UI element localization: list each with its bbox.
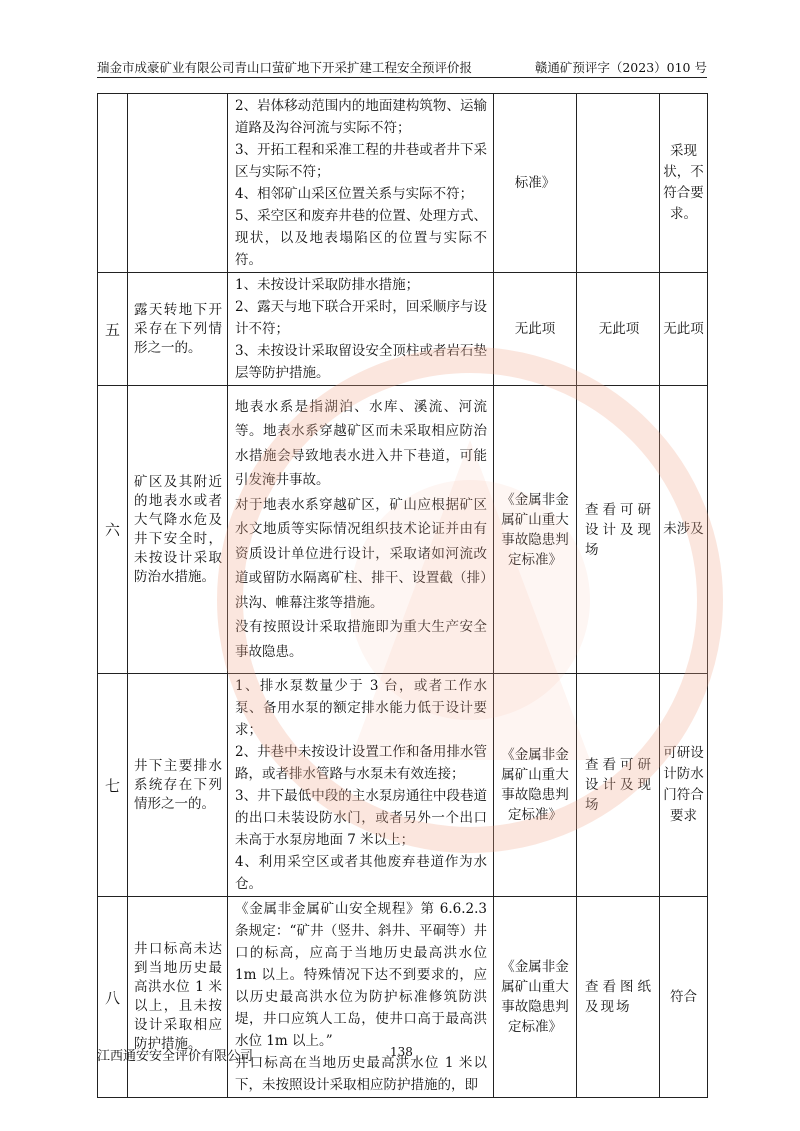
row-basis: 《金属非金属矿山重大事故隐患判定标准》 — [494, 674, 577, 897]
content-line: 4、利用采空区或者其他废弃巷道作为水仓。 — [235, 854, 487, 892]
content-line: 对于地表水系穿越矿区，矿山应根据矿区水文地质等实际情况组织技术论证并由有资质设计单位进行设计，采取诸如河流改道或留防水隔离矿柱、排干、设置截（排）洪沟、帷幕注浆等措施。 — [235, 496, 487, 611]
content-line: 地表水系是指湖泊、水库、溪流、河流等。地表水系穿越矿区而未采取相应防治水措施会导致地表水进入井下巷道，可能引发淹井事故。 — [235, 398, 487, 489]
row-result: 符合 — [660, 897, 708, 1098]
content-line: 没有按照设计采取措施即为重大生产安全事故隐患。 — [235, 619, 487, 660]
row-method: 无此项 — [577, 273, 660, 386]
row-number: 五 — [98, 273, 128, 386]
content-line: 3、开拓工程和采准工程的井巷或者井下采区与实际不符； — [235, 142, 487, 180]
content-line: 2、井巷中未按设计设置工作和备用排水管路，或者排水管路与水泵未有效连接； — [235, 744, 487, 782]
row-number — [98, 94, 128, 273]
table-row — [98, 94, 708, 273]
content-line: 5、采空区和废弃井巷的位置、处理方式、现状，以及地表塌陷区的位置与实际不符。 — [235, 208, 487, 268]
header-report-number: 赣通矿预评字（2023）010 号 — [534, 60, 707, 75]
table-row — [98, 897, 708, 1098]
row-result: 采现状，不符合要求。 — [660, 94, 708, 273]
row-content — [228, 273, 494, 386]
table-row — [98, 386, 708, 674]
content-line: 4、相邻矿山采区位置关系与实际不符； — [235, 186, 474, 202]
row-result: 可研设计防水门符合要求 — [660, 674, 708, 897]
row-content — [228, 386, 494, 674]
footer-company: 江西通安安全评价有限公司 — [97, 1049, 254, 1064]
row-item: 井下主要排水系统存在下列情形之一的。 — [128, 674, 228, 897]
content-line: 1、未按设计采取防排水措施； — [235, 277, 420, 293]
footer-page-number: 138 — [390, 1045, 413, 1059]
content-line: 3、井下最低中段的主水泵房通往中段巷道的出口未装设防水门，或者另外一个出口未高于水泵房地面 7 米以上； — [235, 788, 487, 848]
content-line: 1、排水泵数量少于 3 台，或者工作水泵、备用水泵的额定排水能力低于设计要求； — [235, 678, 487, 738]
row-number: 七 — [98, 674, 128, 897]
row-content — [228, 674, 494, 897]
content-line: 《金属非金属矿山安全规程》第 6.6.2.3 条规定：“矿井（竖井、斜井、平硐等）井口的标高，应高于当地历史最高洪水位 1m 以上。特殊情况下达不到要求的，应以历史最高洪水位为防护标准修筑防洪堤，井口应筑人工岛，使井口高于最高洪水位 1m 以上。” — [235, 901, 487, 1049]
content-line: 2、露天与地下联合开采时，回采顺序与设计不符； — [235, 299, 487, 337]
row-basis: 无此项 — [494, 273, 577, 386]
row-method — [577, 94, 660, 273]
page-header — [97, 55, 707, 78]
row-method: 查看图纸及现场 — [577, 897, 660, 1098]
row-basis: 标准》 — [494, 94, 577, 273]
row-result: 无此项 — [660, 273, 708, 386]
row-result: 未涉及 — [660, 386, 708, 674]
row-number: 六 — [98, 386, 128, 674]
row-method: 查看可研设计及现场 — [577, 386, 660, 674]
table-row — [98, 273, 708, 386]
row-item: 矿区及其附近的地表水或者大气降水危及井下安全时，未按设计采取防治水措施。 — [128, 386, 228, 674]
hazard-table — [97, 93, 708, 1098]
row-content — [228, 94, 494, 273]
header-report-title: 瑞金市成豪矿业有限公司青山口萤矿地下开采扩建工程安全预评价报 — [97, 60, 473, 75]
row-item: 露天转地下开采存在下列情形之一的。 — [128, 273, 228, 386]
content-line: 2、岩体移动范围内的地面建构筑物、运输道路及沟谷河流与实际不符； — [235, 98, 487, 136]
content-line: 3、未按设计采取留设安全顶柱或者岩石垫层等防护措施。 — [235, 343, 487, 381]
table-row — [98, 674, 708, 897]
row-item: 井口标高未达到当地历史最高洪水位 1 米以上，且未按设计采取相应防护措施。 — [128, 897, 228, 1098]
row-content — [228, 897, 494, 1098]
row-number: 八 — [98, 897, 128, 1098]
row-method: 查看可研设计及现场 — [577, 674, 660, 897]
row-basis: 《金属非金属矿山重大事故隐患判定标准》 — [494, 386, 577, 674]
row-item — [128, 94, 228, 273]
row-basis: 《金属非金属矿山重大事故隐患判定标准》 — [494, 897, 577, 1098]
content-line: 井口标高在当地历史最高洪水位 1 米以下，未按照设计采取相应防护措施的，即 — [235, 1055, 487, 1093]
